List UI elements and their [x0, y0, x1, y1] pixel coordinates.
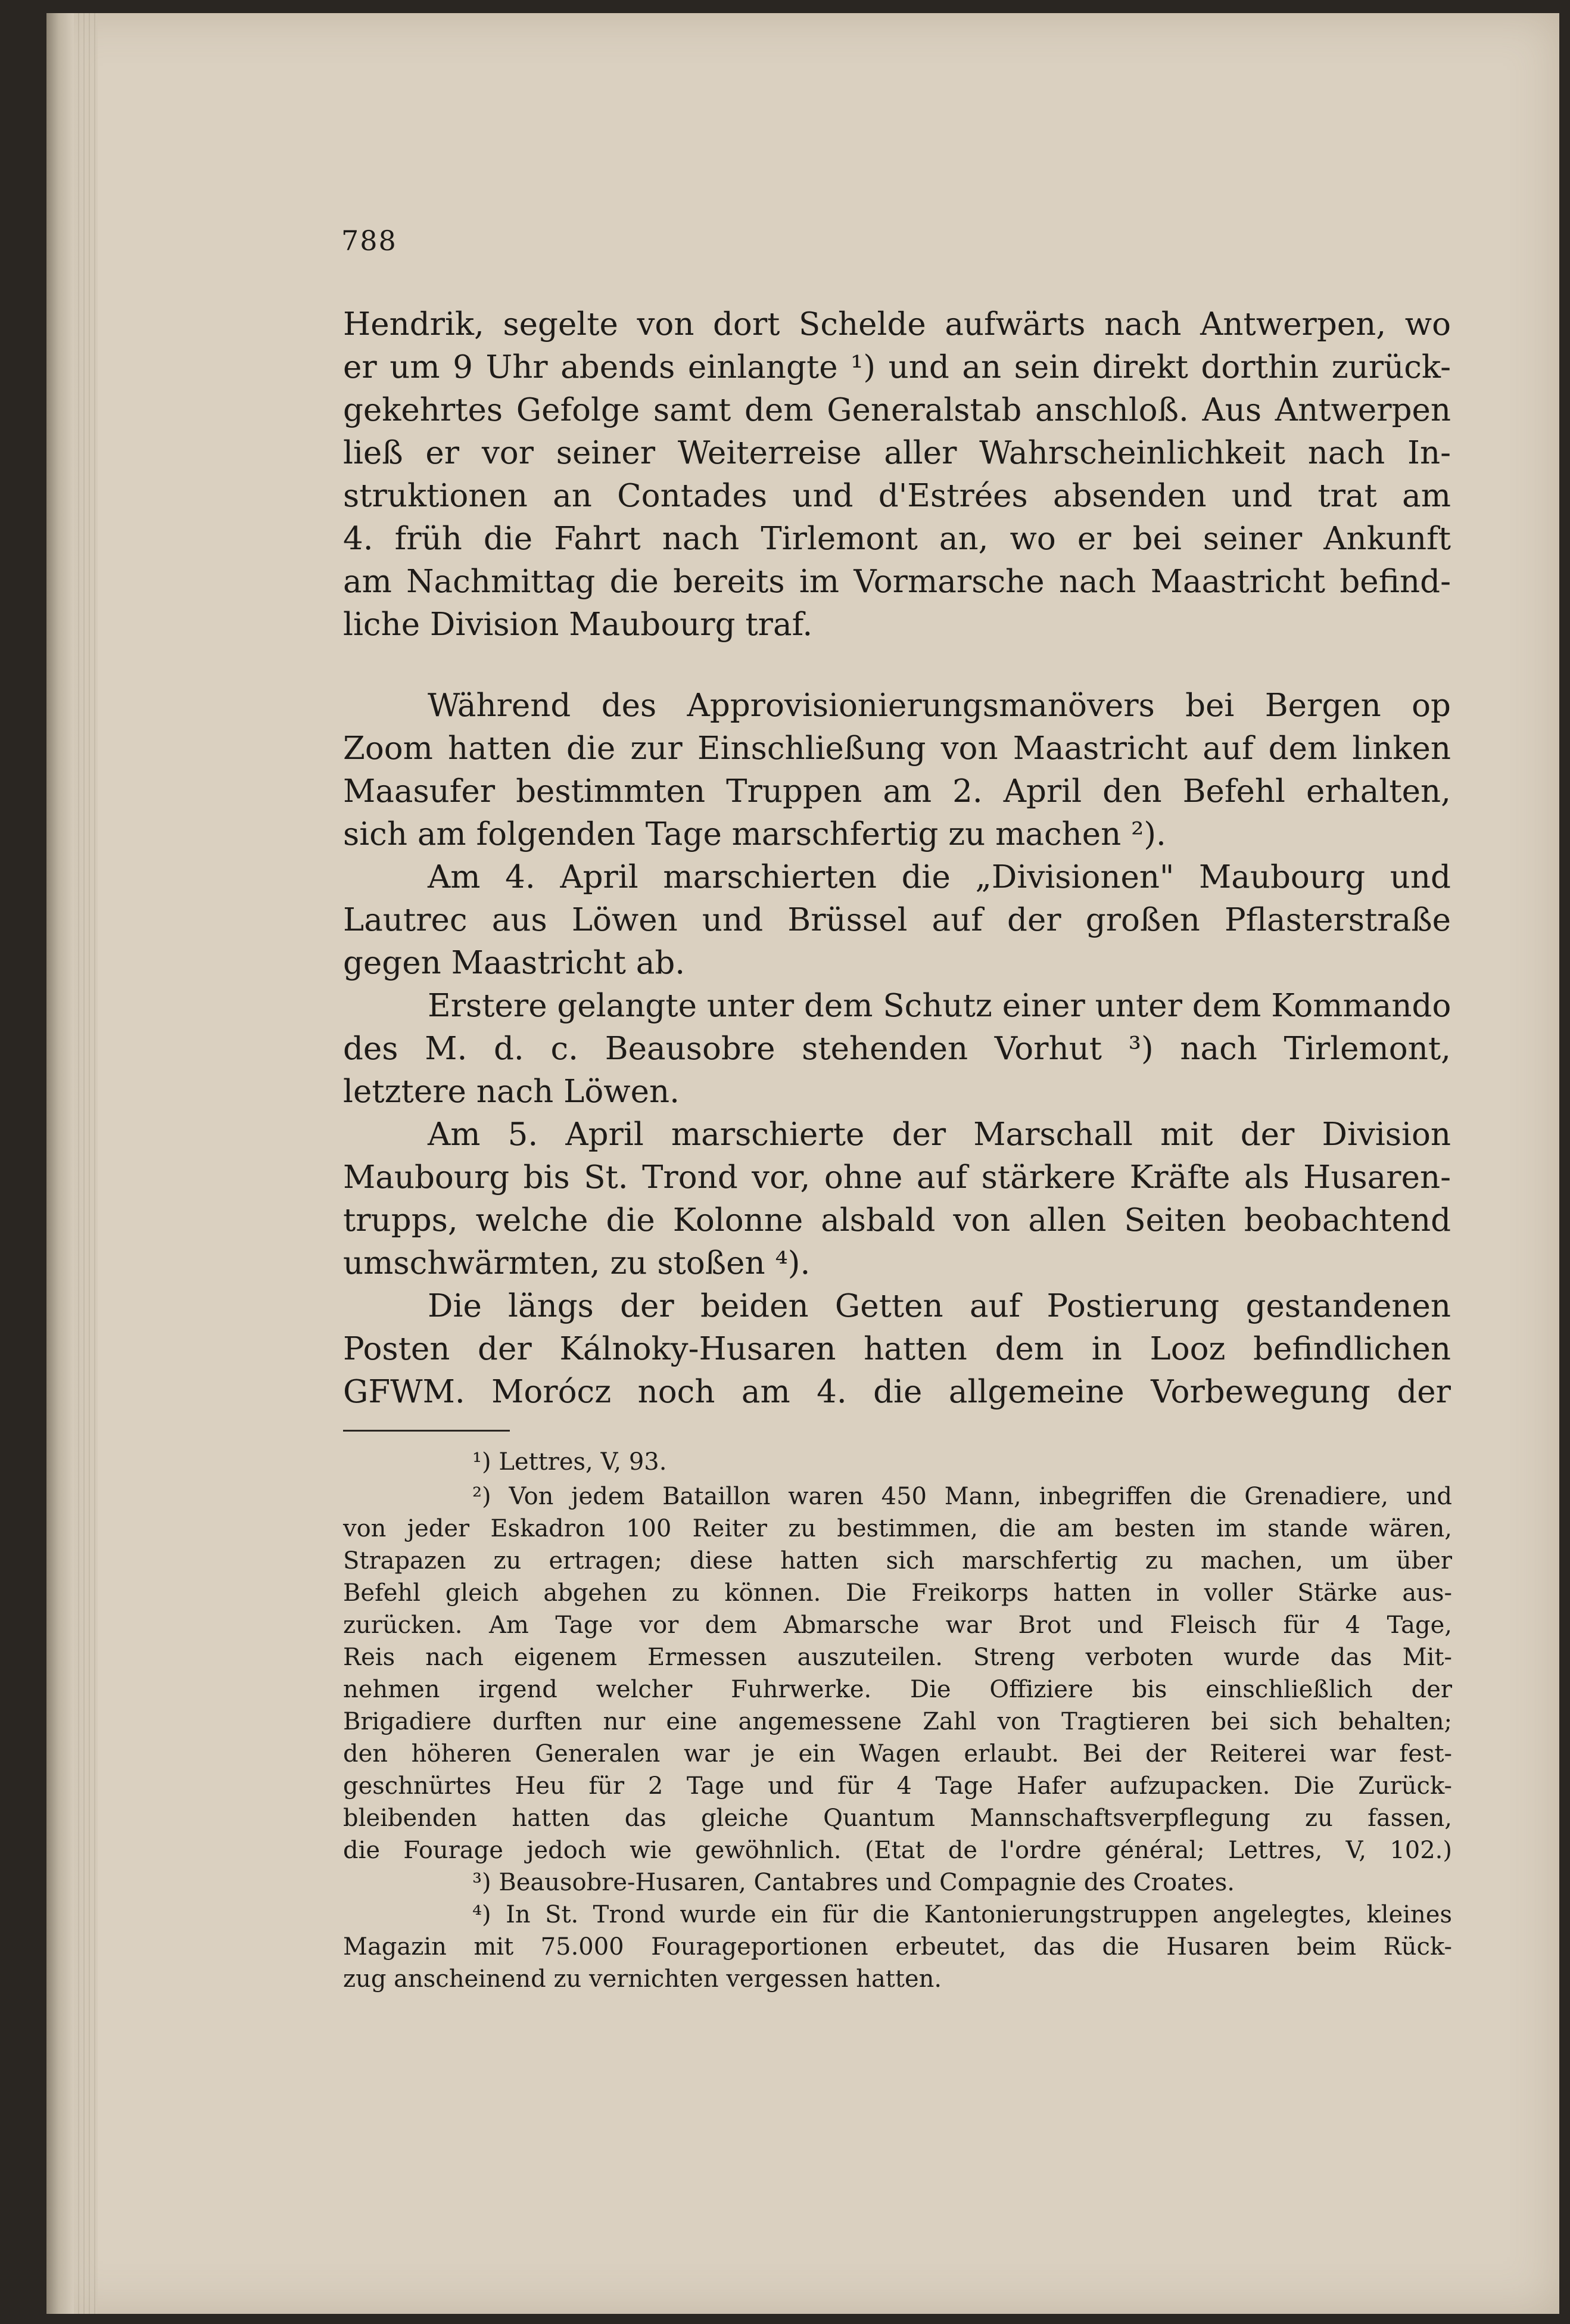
footnote-line: ⁴) In St. Trond wurde ein für die Kantonierungstruppen angelegtes, kleines [472, 1901, 1452, 1928]
body-line: am Nachmittag die bereits im Vormarsche nach Maastricht befind- [343, 564, 1451, 600]
body-line: Am 5. April marschierte der Marschall mit der Division [428, 1116, 1451, 1153]
footnote-line: den höheren Generalen war je ein Wagen erlaubt. Bei der Reiterei war fest- [343, 1740, 1452, 1768]
body-line: Lautrec aus Löwen und Brüssel auf der großen Pflasterstraße [343, 902, 1451, 938]
body-line: des M. d. c. Beausobre stehenden Vorhut ³) nach Tirlemont, [343, 1031, 1451, 1067]
body-line: ließ er vor seiner Weiterreise aller Wahrscheinlichkeit nach In- [343, 435, 1451, 471]
page-number: 788 [341, 225, 397, 257]
footnote-rule [343, 1430, 510, 1432]
page-edge-lines [74, 13, 98, 2314]
body-line: GFWM. Morócz noch am 4. die allgemeine Vorbewegung der [343, 1374, 1451, 1410]
footnote-line: Strapazen zu ertragen; diese hatten sich marschfertig zu machen, um über [343, 1547, 1452, 1575]
body-line: Am 4. April marschierten die „Divisionen" Maubourg und [428, 859, 1451, 895]
body-line: gegen Maastricht ab. [343, 945, 686, 981]
footnote-line: bleibenden hatten das gleiche Quantum Mannschaftsverpflegung zu fassen, [343, 1805, 1452, 1832]
footnote-line: zug anscheinend zu vernichten vergessen hatten. [343, 1965, 942, 1993]
footnote-line: ³) Beausobre-Husaren, Cantabres und Compagnie des Croates. [472, 1869, 1235, 1896]
body-line: Hendrik, segelte von dort Schelde aufwärts nach Antwerpen, wo [343, 306, 1451, 343]
body-line: liche Division Maubourg traf. [343, 606, 813, 643]
footnote-line: von jeder Eskadron 100 Reiter zu bestimmen, die am besten im stande wären, [343, 1515, 1452, 1542]
body-line: Posten der Kálnoky-Husaren hatten dem in Looz befindlichen [343, 1331, 1451, 1367]
body-line: sich am folgenden Tage marschfertig zu machen ²). [343, 816, 1166, 853]
footnote-line: geschnürtes Heu für 2 Tage und für 4 Tage Hafer aufzupacken. Die Zurück- [343, 1772, 1452, 1800]
footnote-line: zurücken. Am Tage vor dem Abmarsche war Brot und Fleisch für 4 Tage, [343, 1611, 1452, 1639]
body-line: Erstere gelangte unter dem Schutz einer unter dem Kommando [428, 988, 1451, 1024]
body-line: struktionen an Contades und d'Estrées absenden und trat am [343, 478, 1451, 514]
book-page [46, 13, 1559, 2314]
body-line: Maasufer bestimmten Truppen am 2. April den Befehl erhalten, [343, 773, 1451, 810]
footnote-line: Magazin mit 75.000 Fourageportionen erbeutet, das die Husaren beim Rück- [343, 1933, 1452, 1961]
body-line: trupps, welche die Kolonne alsbald von allen Seiten beobachtend [343, 1202, 1451, 1239]
body-line: letztere nach Löwen. [343, 1074, 680, 1110]
body-line: Maubourg bis St. Trond vor, ohne auf stärkere Kräfte als Husaren- [343, 1159, 1451, 1196]
body-line: 4. früh die Fahrt nach Tirlemont an, wo er bei seiner Ankunft [343, 521, 1451, 557]
footnote-line: ¹) Lettres, V, 93. [472, 1448, 667, 1476]
body-line: Zoom hatten die zur Einschließung von Maastricht auf dem linken [343, 730, 1451, 767]
body-line: Die längs der beiden Getten auf Postierung gestandenen [428, 1288, 1451, 1324]
page-gutter [46, 13, 74, 2314]
footnote-line: ²) Von jedem Bataillon waren 450 Mann, inbegriffen die Grenadiere, und [472, 1483, 1452, 1510]
footnote-line: die Fourage jedoch wie gewöhnlich. (Etat de l'ordre général; Lettres, V, 102.) [343, 1837, 1452, 1864]
body-line: Während des Approvisionierungsmanövers bei Bergen op [428, 687, 1451, 724]
body-line: umschwärmten, zu stoßen ⁴). [343, 1245, 811, 1281]
footnote-line: Befehl gleich abgehen zu können. Die Freikorps hatten in voller Stärke aus- [343, 1579, 1452, 1607]
footnote-line: Brigadiere durften nur eine angemessene Zahl von Tragtieren bei sich behalten; [343, 1708, 1452, 1735]
footnote-line: nehmen irgend welcher Fuhrwerke. Die Offiziere bis einschließlich der [343, 1676, 1452, 1703]
body-line: er um 9 Uhr abends einlangte ¹) und an sein direkt dorthin zurück- [343, 349, 1451, 385]
body-line: gekehrtes Gefolge samt dem Generalstab anschloß. Aus Antwerpen [343, 392, 1451, 428]
footnote-line: Reis nach eigenem Ermessen auszuteilen. Streng verboten wurde das Mit- [343, 1644, 1452, 1671]
